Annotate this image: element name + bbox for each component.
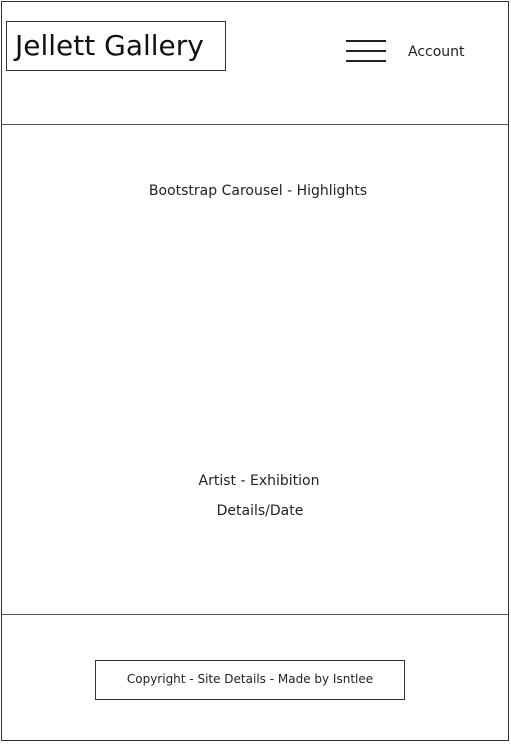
menu-bar xyxy=(346,40,386,42)
menu-bar xyxy=(346,60,386,62)
artist-exhibition-label: Artist - Exhibition xyxy=(198,473,320,489)
menu-bar xyxy=(346,50,386,52)
details-date-label: Details/Date xyxy=(216,503,304,519)
hamburger-menu-icon[interactable] xyxy=(346,39,386,63)
account-link[interactable]: Account xyxy=(408,44,465,60)
copyright-box: Copyright - Site Details - Made by Isntlee xyxy=(95,660,405,700)
site-header xyxy=(1,1,509,125)
site-logo[interactable]: Jellett Gallery xyxy=(6,21,226,71)
carousel-section xyxy=(1,125,509,615)
carousel-title: Bootstrap Carousel - Highlights xyxy=(148,183,368,199)
